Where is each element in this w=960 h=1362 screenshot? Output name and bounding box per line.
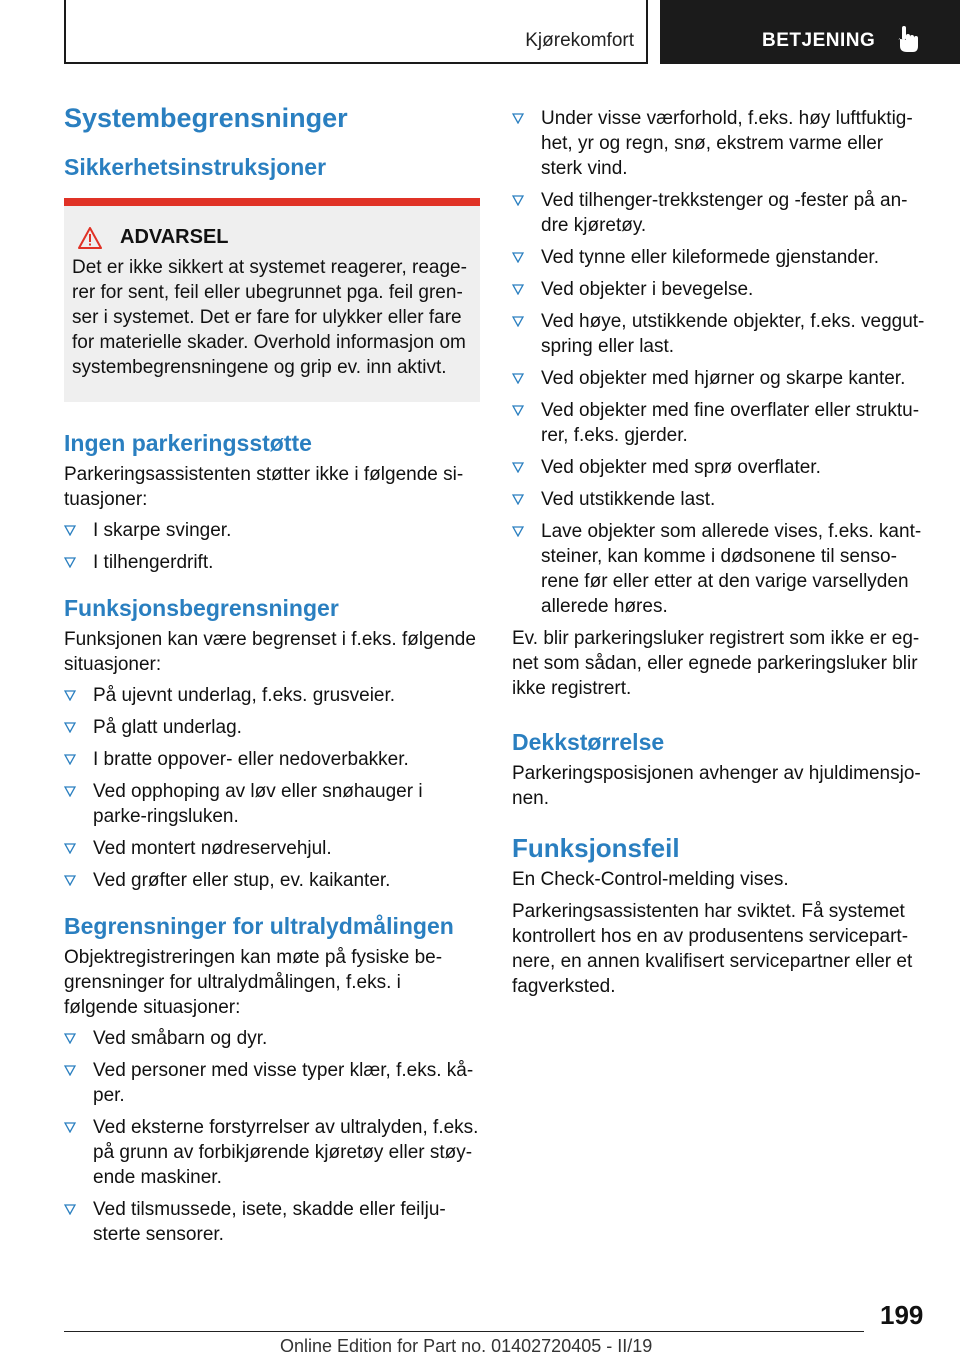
triangle-bullet-icon: [512, 493, 524, 505]
list-item: Ved objekter i bevegelse.: [512, 277, 928, 302]
triangle-bullet-icon: [512, 461, 524, 473]
triangle-bullet-icon: [512, 525, 524, 537]
list-item: Ved utstikkende last.: [512, 487, 928, 512]
malfunction-text-1: En Check-Control-melding vises.: [512, 869, 789, 890]
triangle-bullet-icon: [512, 112, 524, 124]
triangle-bullet-icon: [64, 1121, 76, 1133]
triangle-bullet-icon: [64, 1032, 76, 1044]
triangle-bullet-icon: [64, 524, 76, 536]
list-item: Ved objekter med sprø overflater.: [512, 455, 928, 480]
warning-label: ADVARSEL: [120, 226, 229, 248]
list-item: Ved opphoping av løv eller snøhauger i parke-ringsluken.: [64, 779, 480, 829]
triangle-bullet-icon: [512, 283, 524, 295]
warning-triangle-icon: [78, 227, 102, 249]
no-assist-heading: Ingen parkeringsstøtte: [64, 430, 312, 456]
left-column: [64, 100, 480, 1254]
list-item: Under visse værforhold, f.eks. høy luftfuktig-het, yr og regn, snø, ekstrem varme eller sterk vind.: [512, 106, 928, 181]
ultrasound-list-continued: [512, 106, 928, 619]
safety-subtitle: Sikkerhetsinstruksjoner: [64, 154, 327, 180]
no-assist-intro: Parkeringsassistenten støtter ikke i følgende si-tuasjoner:: [64, 464, 464, 510]
list-item: Ved objekter med hjørner og skarpe kanter.: [512, 366, 928, 391]
list-item: Ved eksterne forstyrrelser av ultralyden, f.eks. på grunn av forbikjørende kjøretøy eller støy-ende maskiner.: [64, 1115, 480, 1190]
ultrasound-intro: Objektregistreringen kan møte på fysiske be-grensninger for ultralydmålingen, f.eks. i følgende situasjoner:: [64, 947, 443, 1018]
malfunction-heading: Funksjonsfeil: [512, 833, 680, 863]
func-limits-list: [64, 683, 480, 893]
triangle-bullet-icon: [64, 785, 76, 797]
list-item: På glatt underlag.: [64, 715, 480, 740]
triangle-bullet-icon: [512, 194, 524, 206]
tire-size-text: Parkeringsposisjonen avhenger av hjuldimensjo-nen.: [512, 763, 921, 809]
list-item: Ved grøfter eller stup, ev. kaikanter.: [64, 868, 480, 893]
list-item: Ved høye, utstikkende objekter, f.eks. veggut-spring eller last.: [512, 309, 928, 359]
func-limits-heading: Funksjonsbegrensninger: [64, 595, 339, 621]
triangle-bullet-icon: [512, 404, 524, 416]
triangle-bullet-icon: [64, 721, 76, 733]
list-item: Ved personer med visse typer klær, f.eks. kå-per.: [64, 1058, 480, 1108]
warning-text: Det er ikke sikkert at systemet reagerer, reage-rer for sent, feil eller ubegrunnet pga. feil gren-ser i systemet. Det er fare for ulykker eller fare for materielle skader. Overhold informasjon om systembegrensningene og grip ev. inn aktivt.: [72, 257, 467, 378]
triangle-bullet-icon: [64, 556, 76, 568]
after-list-text: Ev. blir parkeringsluker registrert som ikke er eg-net som sådan, eller egnede parkeringsluker blir ikke registrert.: [512, 628, 920, 699]
func-limits-intro: Funksjonen kan være begrenset i f.eks. følgende situasjoner:: [64, 629, 476, 675]
footer-divider: [64, 1331, 864, 1332]
chapter-label: BETJENING: [762, 30, 876, 51]
ultrasound-heading: Begrensninger for ultralydmålingen: [64, 913, 454, 939]
edition-text: Online Edition for Part no. 01402720405 - II/19: [280, 1336, 653, 1356]
ultrasound-list: [64, 1026, 480, 1247]
list-item: Ved montert nødreservehjul.: [64, 836, 480, 861]
warning-box: [64, 198, 480, 402]
triangle-bullet-icon: [512, 372, 524, 384]
no-assist-list: [64, 518, 480, 575]
list-item: Ved objekter med fine overflater eller struktu-rer, f.eks. gjerder.: [512, 398, 928, 448]
list-item: Lave objekter som allerede vises, f.eks. kant-steiner, kan komme i dødsonene til senso-rene før eller etter at den varige varsellyden allerede høres.: [512, 519, 928, 619]
page-number: 199: [880, 1300, 924, 1330]
right-column: [512, 100, 928, 999]
page-title: Systembegrensninger: [64, 103, 348, 133]
triangle-bullet-icon: [512, 251, 524, 263]
triangle-bullet-icon: [64, 689, 76, 701]
triangle-bullet-icon: [64, 874, 76, 886]
triangle-bullet-icon: [64, 1064, 76, 1076]
warning-header: [78, 226, 472, 249]
header-chapter-box: [660, 0, 960, 64]
tire-size-heading: Dekkstørrelse: [512, 729, 665, 755]
triangle-bullet-icon: [512, 315, 524, 327]
list-item: I skarpe svinger.: [64, 518, 480, 543]
header-section-box: [64, 0, 648, 64]
triangle-bullet-icon: [64, 842, 76, 854]
list-item: I bratte oppover- eller nedoverbakker.: [64, 747, 480, 772]
triangle-bullet-icon: [64, 1203, 76, 1215]
pointing-hand-icon: [896, 26, 920, 52]
section-label: Kjørekomfort: [525, 30, 634, 51]
list-item: Ved tilhenger-trekkstenger og -fester på an-dre kjøretøy.: [512, 188, 928, 238]
list-item: Ved småbarn og dyr.: [64, 1026, 480, 1051]
malfunction-text-2: Parkeringsassistenten har sviktet. Få systemet kontrollert hos en av produsentens servicepart-nere, en annen kvalifisert servicepartner eller et fagverksted.: [512, 901, 913, 997]
list-item: Ved tynne eller kileformede gjenstander.: [512, 245, 928, 270]
list-item: I tilhengerdrift.: [64, 550, 480, 575]
triangle-bullet-icon: [64, 753, 76, 765]
list-item: Ved tilsmussede, isete, skadde eller feilju-sterte sensorer.: [64, 1197, 480, 1247]
list-item: På ujevnt underlag, f.eks. grusveier.: [64, 683, 480, 708]
